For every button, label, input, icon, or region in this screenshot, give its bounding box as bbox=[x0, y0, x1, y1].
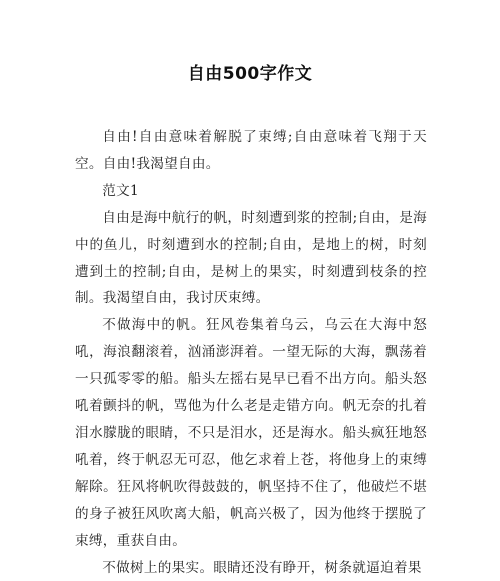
intro-paragraph: 自由!自由意味着解脱了束缚;自由意味着飞翔于天空。自由!我渴望自由。 bbox=[75, 124, 427, 178]
document-body bbox=[75, 124, 427, 581]
document-title: 自由500字作文 bbox=[0, 62, 500, 86]
body-paragraph: 不做海中的帆。狂风卷集着乌云，乌云在大海中怒吼，海浪翻滚着，汹涌澎湃着。一望无际的大海，飘荡着一只孤零零的船。船头左摇右晃早已看不出方向。船头怒吼着颤抖的帆，骂他为什么老是走错方向。帆无奈的扎着泪水朦胧的眼睛，不只是泪水，还是海水。船头疯狂地怒吼着，终于帆忍无可忍，他乞求着上苍，将他身上的束缚解除。狂风将帆吹得鼓鼓的，帆坚持不住了，他破烂不堪的身子被狂风吹离大船，帆高兴极了，因为他终于摆脱了束缚，重获自由。 bbox=[75, 312, 427, 554]
body-paragraph: 自由是海中航行的帆，时刻遭到浆的控制;自由，是海中的鱼儿，时刻遭到水的控制;自由，是地上的树，时刻遭到土的控制;自由，是树上的果实，时刻遭到枝条的控制。我渴望自由，我讨厌束缚。 bbox=[75, 205, 427, 313]
body-paragraph: 不做树上的果实。眼睛还没有睁开，树条就逼迫着果 bbox=[75, 555, 427, 581]
section-heading: 范文1 bbox=[75, 178, 427, 205]
